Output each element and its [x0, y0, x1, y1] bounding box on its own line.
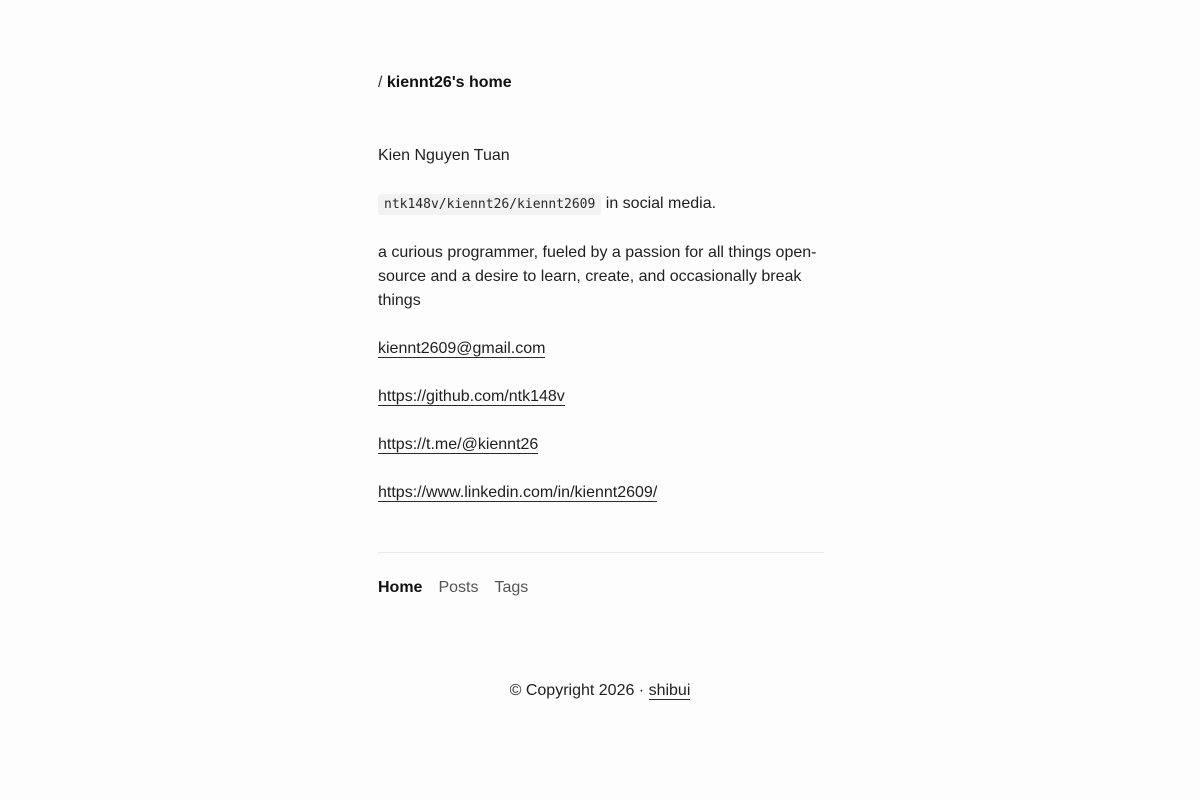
site-footer [0, 680, 1200, 702]
footer-nav [378, 577, 824, 599]
github-row [378, 385, 824, 409]
email-row [378, 337, 824, 361]
main-content [378, 144, 824, 529]
social-handles [378, 192, 824, 217]
nav-posts[interactable]: Posts [438, 579, 479, 596]
github-link[interactable]: https://github.com/ntk148v [378, 388, 565, 405]
nav-home[interactable]: Home [378, 579, 423, 596]
author-name: Kien Nguyen Tuan [378, 147, 510, 164]
nav-divider [378, 552, 824, 553]
handles-suffix: in social media. [601, 195, 717, 212]
author-bio: a curious programmer, fueled by a passion for all things open-source and a desire to learn, create, and occasionally break things [378, 244, 817, 309]
linkedin-link[interactable]: https://www.linkedin.com/in/kiennt2609/ [378, 484, 658, 501]
nav-tags[interactable]: Tags [494, 579, 529, 596]
header-slash: / [378, 74, 383, 91]
site-header [378, 72, 824, 94]
handles-code: ntk148v/kiennt26/kiennt2609 [378, 194, 601, 215]
theme-link[interactable]: shibui [648, 682, 691, 699]
linkedin-row [378, 481, 824, 505]
telegram-link[interactable]: https://t.me/@kiennt26 [378, 436, 539, 453]
site-title-link[interactable]: kiennt26's home [386, 74, 512, 91]
telegram-row [378, 433, 824, 457]
copyright-text: © Copyright 2026 · [509, 682, 649, 699]
email-link[interactable]: kiennt2609@gmail.com [378, 340, 546, 357]
